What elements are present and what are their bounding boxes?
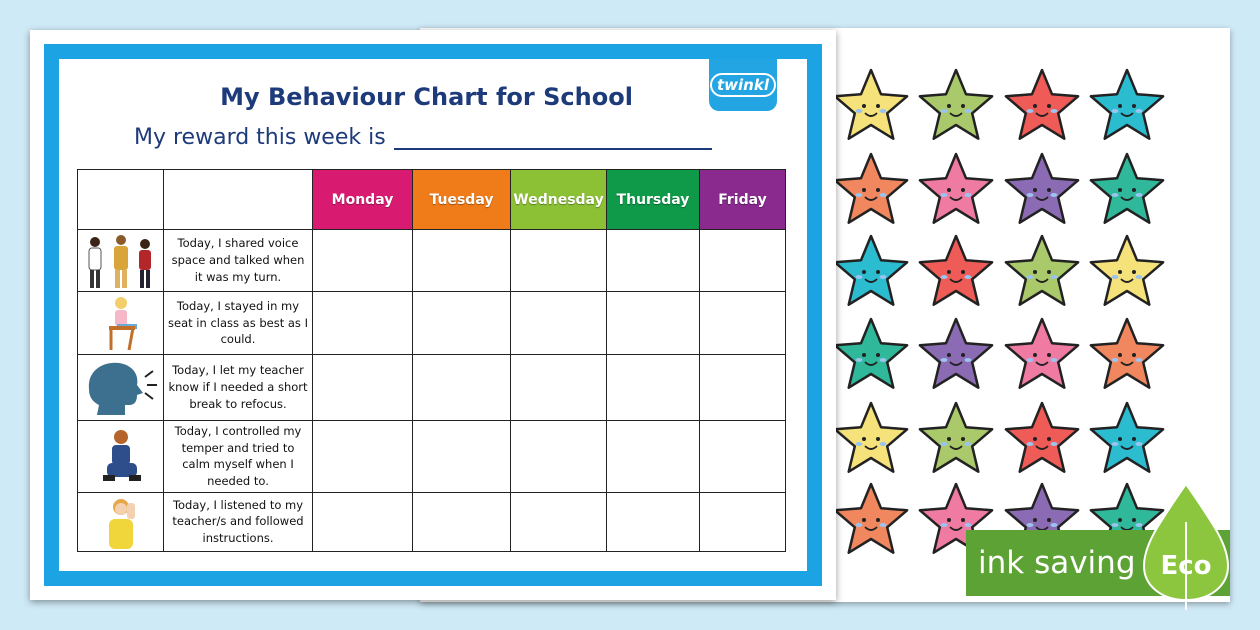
smiley-star-icon [1002, 232, 1082, 310]
sticker-cell-thursday[interactable] [607, 355, 700, 421]
smiley-star-icon [1002, 66, 1082, 144]
ink-saving-label: ink saving [978, 545, 1136, 581]
smiley-star-icon [1002, 315, 1082, 393]
sticker-cell-monday[interactable] [313, 421, 413, 493]
sticker-cell-friday[interactable] [700, 355, 786, 421]
sticker-cell-monday[interactable] [313, 292, 413, 355]
behaviour-row [78, 292, 786, 355]
behaviour-picture [78, 355, 164, 421]
sticker-cell-tuesday[interactable] [413, 421, 511, 493]
smiley-star-icon [831, 399, 911, 477]
behaviour-text: Today, I listened to my teacher/s and followed instructions. [164, 492, 313, 551]
behaviour-chart-sheet [30, 30, 836, 600]
sticker-cell-tuesday[interactable] [413, 492, 511, 551]
smiley-star-icon [1087, 66, 1167, 144]
smiley-star-icon [916, 315, 996, 393]
eco-leaf-icon [1140, 482, 1232, 610]
sticker-cell-thursday[interactable] [607, 421, 700, 493]
behaviour-text: Today, I stayed in my seat in class as best as I could. [164, 292, 313, 355]
sticker-cell-thursday[interactable] [607, 492, 700, 551]
sticker-cell-thursday[interactable] [607, 292, 700, 355]
header-blank-picture [78, 170, 164, 230]
day-header-thursday: Thursday [607, 170, 700, 230]
sticker-cell-tuesday[interactable] [413, 292, 511, 355]
behaviour-picture [78, 292, 164, 355]
smiley-star-icon [1087, 232, 1167, 310]
sticker-cell-monday[interactable] [313, 492, 413, 551]
sticker-cell-tuesday[interactable] [413, 355, 511, 421]
child-sitting-icon [78, 294, 163, 352]
day-header-wednesday: Wednesday [511, 170, 607, 230]
sticker-cell-wednesday[interactable] [511, 355, 607, 421]
sticker-cell-wednesday[interactable] [511, 292, 607, 355]
sticker-cell-wednesday[interactable] [511, 492, 607, 551]
smiley-star-icon [1087, 399, 1167, 477]
children-talking-icon [78, 232, 163, 290]
sticker-cell-monday[interactable] [313, 230, 413, 292]
smiley-star-icon [831, 232, 911, 310]
header-row [78, 170, 786, 230]
behaviour-picture [78, 230, 164, 292]
smiley-star-icon [916, 66, 996, 144]
sticker-cell-friday[interactable] [700, 421, 786, 493]
behaviour-text: Today, I controlled my temper and tried to calm myself when I needed to. [164, 421, 313, 493]
sticker-cell-friday[interactable] [700, 292, 786, 355]
sticker-cell-thursday[interactable] [607, 230, 700, 292]
behaviour-text: Today, I shared voice space and talked when it was my turn. [164, 230, 313, 292]
behaviour-text: Today, I let my teacher know if I needed a short break to refocus. [164, 355, 313, 421]
behaviour-row [78, 421, 786, 493]
speaking-head-icon [78, 359, 163, 417]
smiley-star-icon [831, 150, 911, 228]
sticker-cell-wednesday[interactable] [511, 230, 607, 292]
sticker-cell-friday[interactable] [700, 492, 786, 551]
chart-content [59, 59, 807, 571]
behaviour-table [77, 169, 786, 552]
sticker-cell-tuesday[interactable] [413, 230, 511, 292]
reward-line [134, 125, 712, 150]
smiley-star-icon [831, 480, 911, 558]
behaviour-row [78, 492, 786, 551]
day-header-friday: Friday [700, 170, 786, 230]
child-listening-icon [78, 493, 163, 551]
sticker-cell-friday[interactable] [700, 230, 786, 292]
sticker-cell-monday[interactable] [313, 355, 413, 421]
smiley-star-icon [916, 232, 996, 310]
behaviour-row [78, 355, 786, 421]
smiley-star-icon [831, 66, 911, 144]
smiley-star-icon [1002, 399, 1082, 477]
smiley-star-icon [1087, 150, 1167, 228]
logo-text: twinkl [710, 73, 776, 97]
smiley-star-icon [916, 150, 996, 228]
behaviour-rows [78, 230, 786, 552]
twinkl-logo [709, 59, 777, 111]
eco-tag: Eco [1160, 551, 1212, 581]
behaviour-picture [78, 492, 164, 551]
header-blank-behaviour [164, 170, 313, 230]
smiley-star-icon [1002, 150, 1082, 228]
chart-frame [44, 44, 822, 586]
behaviour-row [78, 230, 786, 292]
chart-title: My Behaviour Chart for School [220, 83, 633, 111]
reward-write-line[interactable] [394, 126, 712, 150]
day-header-tuesday: Tuesday [413, 170, 511, 230]
smiley-star-icon [916, 399, 996, 477]
child-kneeling-icon [78, 427, 163, 485]
smiley-star-icon [831, 315, 911, 393]
sticker-cell-wednesday[interactable] [511, 421, 607, 493]
smiley-star-icon [1087, 315, 1167, 393]
reward-label: My reward this week is [134, 125, 386, 150]
behaviour-picture [78, 421, 164, 493]
day-header-monday: Monday [313, 170, 413, 230]
